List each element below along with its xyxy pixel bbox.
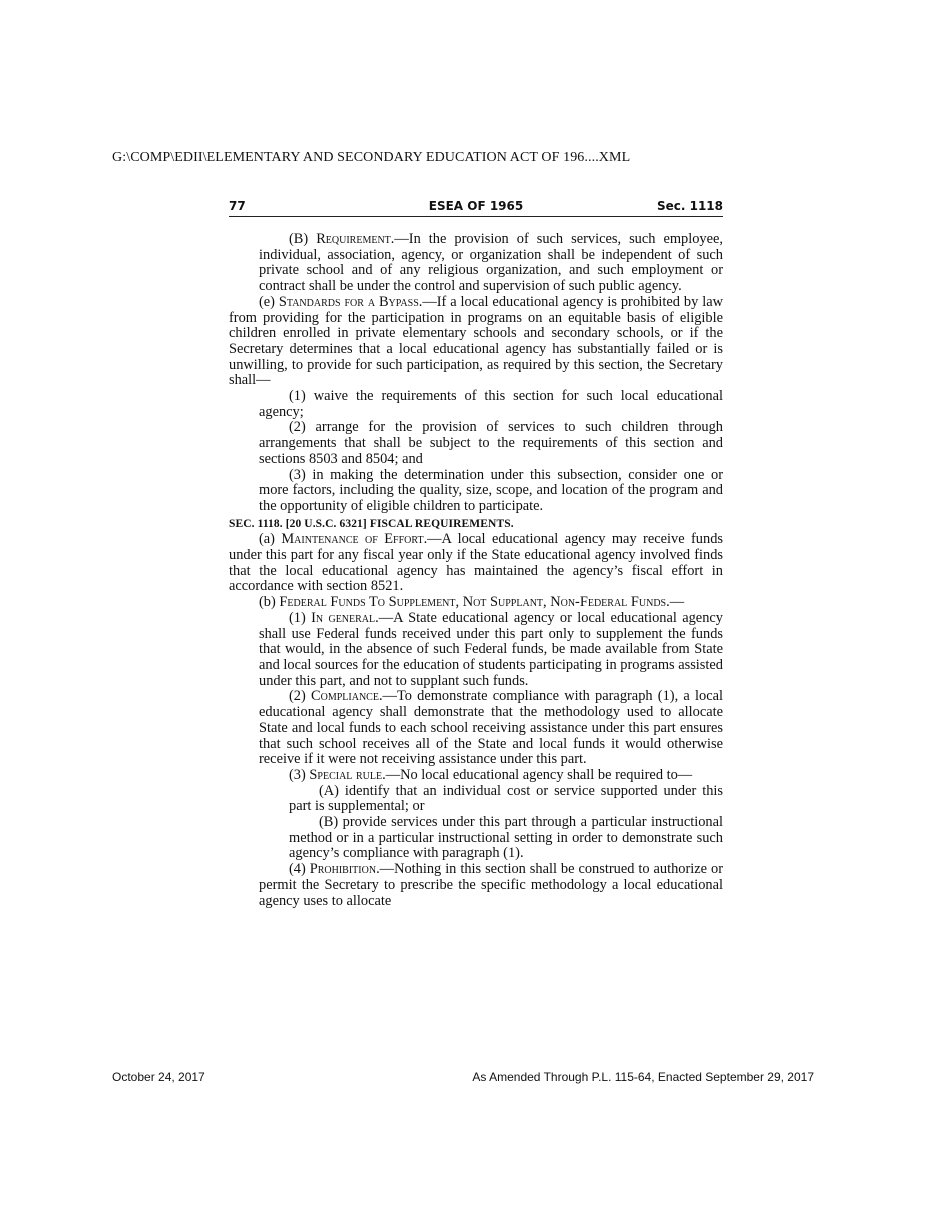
paragraph-b3A: (A) identify that an individual cost or service supported under this part is supplemental; or [289, 782, 723, 815]
paragraph-e3: (3) in making the determination under this subsection, consider one or more factors, including the quality, size, scope, and location of the program and the opportunity of eligible children to participate. [259, 466, 723, 514]
paragraph-b1: (1) In general.—A State educational agency or local educational agency shall use Federal funds received under this part only to supplement the funds that would, in the absence of such Federal funds, be made available from State and local sources for the education of students participating in programs assisted under this part, and not to supplant such funds. [259, 609, 723, 689]
paragraph-e1: (1) waive the requirements of this section for such local educational agency; [259, 388, 723, 420]
paragraph-e-standards-bypass: (e) Standards for a Bypass.—If a local educational agency is prohibited by law from providing for the participation in programs on an equitable basis of eligible children enrolled in private elementary schools and secondary schools, or if the Secretary determines that a local educational agency has substantially failed or is unwilling, to provide for such participation, as required by this section, the Secretary shall— [229, 293, 723, 389]
paragraph-b3: (3) Special rule.—No local educational agency shall be required to— [289, 766, 693, 783]
heading-maintenance-of-effort: Maintenance of Effort [281, 531, 424, 548]
paragraph-a-maintenance: (a) Maintenance of Effort.—A local educational agency may receive funds under this part for any fiscal year only if the State educational agency involved finds that the local educational agency has maintained the agency’s fiscal effort in accordance with section 8521. [229, 531, 723, 595]
paragraph-b2: (2) Compliance.—To demonstrate compliance with paragraph (1), a local educational agency shall demonstrate that the methodology used to allocate State and local funds to each school receiving assistance under this part ensures that such school receives all of the State and local funds it would otherwise receive if it were not receiving assistance under this part. [259, 688, 723, 768]
paragraph-b3B: (B) provide services under this part through a particular instructional method or in a particular instructional setting in order to demonstrate such agency’s compliance with paragraph (1). [289, 814, 723, 862]
act-title: ESEA OF 1965 [428, 199, 524, 213]
document-body [229, 232, 723, 909]
running-head [229, 198, 723, 217]
heading-in-general: In general [311, 609, 376, 626]
footer-amended: As Amended Through P.L. 115-64, Enacted September 29, 2017 [472, 1070, 814, 1084]
paragraph-e2: (2) arrange for the provision of services to such children through arrangements that shall be subject to the requirements of this section and sections 8503 and 8504; and [259, 419, 723, 467]
paragraph-b-federal-funds: (b) Federal Funds To Supplement, Not Supplant, Non-Federal Funds.— [259, 594, 685, 611]
page-number: 77 [229, 199, 246, 213]
heading-prohibition: Prohibition [309, 861, 377, 878]
heading-special-rule: Special rule [309, 766, 383, 783]
heading-standards-bypass: Standards for a Bypass [278, 293, 419, 310]
file-path: G:\COMP\EDII\ELEMENTARY AND SECONDARY EDUCATION ACT OF 196....XML [112, 150, 631, 165]
paragraph-b4: (4) Prohibition.—Nothing in this section shall be construed to authorize or permit the Secretary to prescribe the specific methodology a local educational agency uses to allocate [259, 861, 723, 909]
heading-compliance: Compliance [311, 688, 379, 705]
heading-federal-funds: Federal Funds To Supplement, Not Supplant, Non-Federal Funds [279, 594, 667, 611]
section-heading: SEC. 1118. [20 U.S.C. 6321] FISCAL REQUIREMENTS. [229, 517, 514, 530]
footer-date: October 24, 2017 [112, 1070, 205, 1084]
section-reference: Sec. 1118 [656, 199, 723, 213]
heading-requirement: Requirement [316, 231, 391, 247]
paragraph-b-requirement: (B) Requirement.—In the provision of such services, such employee, individual, association, agency, or organization shall be independent of such private school and of any religious organization, and such employment or contract shall be under the control and supervision of such public agency. [259, 231, 723, 295]
